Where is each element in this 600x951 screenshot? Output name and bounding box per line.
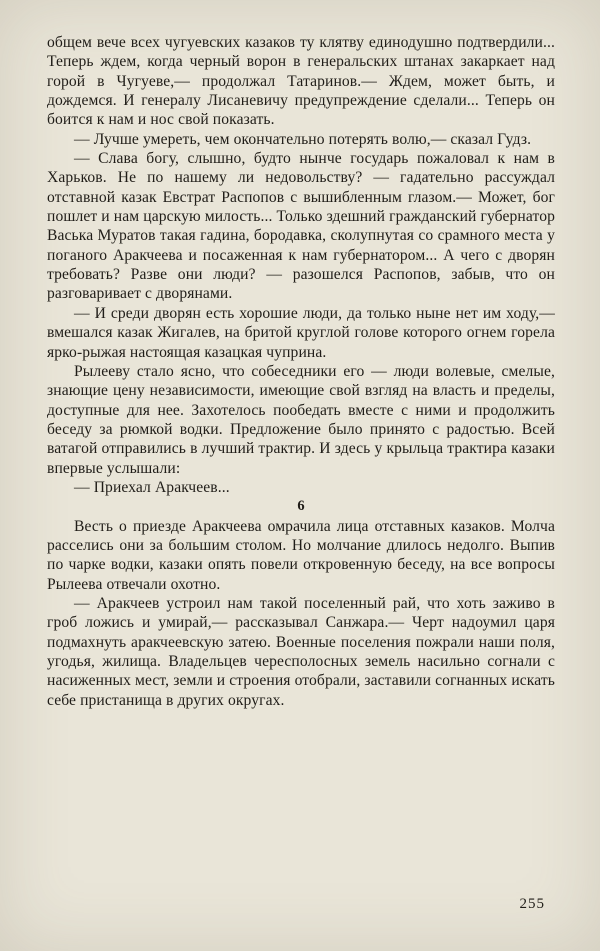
paragraph: — И среди дворян есть хорошие люди, да только ныне нет им ходу,— вмешался казак Жигалев, на бритой круглой голове которого огнем горела ярко-рыжая настоящая казацкая чуприна. xyxy=(47,304,555,361)
paragraph: общем вече всех чугуевских казаков ту клятву единодушно подтвердили... Теперь ждем, когда черный ворон в генеральских штанах закаркает над горой в Чугуеве,— продолжал Татаринов.— Ждем, может быть, и дождемся. И генералу Лисаневичу предупреждение сделали... Теперь он боится к нам и нос свой показать. xyxy=(47,34,555,129)
text-block xyxy=(47,33,555,710)
paragraph: — Аракчеев устроил нам такой поселенный рай, что хоть заживо в гроб ложись и умирай,— рассказывал Санжара.— Черт надоумил царя подмахнуть аракчеевскую затею. Военные поселения пожрали наши поля, угодья, жилища. Владельцев чересполосных земель насильно согнали с насиженных мест, земли и строения отобрали, заставили согнанных искать себе пристанища в других округах. xyxy=(47,594,555,709)
paragraph: Весть о приезде Аракчеева омрачила лица отставных казаков. Молча расселись они за большим столом. Но молчание длилось недолго. Выпив по чарке водки, казаки опять повели откровенную беседу, на все вопросы Рылеева отвечали охотно. xyxy=(47,517,555,593)
paragraph: — Приехал Аракчеев... xyxy=(74,478,230,496)
paragraph: Рылееву стало ясно, что собеседники его — люди волевые, смелые, знающие цену независимости, имеющие свой взгляд на власть и пределы, доступные для нее. Захотелось пообедать вместе с ними и продолжить беседу за рюмкой водки. Предложение было принято с радостью. Всей ватагой отправились в лучший трактир. И здесь у крыльца трактира казаки впервые услышали: xyxy=(47,362,555,477)
section-number: 6 xyxy=(297,498,305,515)
paragraph: — Слава богу, слышно, будто нынче государь пожаловал к нам в Харьков. Не по нашему ли недовольству? — гадательно рассуждал отставной казак Евстрат Распопов с вышибленным глазом.— Может, бог пошлет и нам царскую милость... Только здешний гражданский губернатор Васька Муратов такая гадина, бородавка, сколупнутая со срамного места у поганого Аракчеева и посаженная к нам губернатором... А чего с дворян требовать? Разве они люди? — разошелся Распопов, забыв, что он разговаривает с дворянами. xyxy=(47,150,555,303)
paragraph: — Лучше умереть, чем окончательно потерять волю,— сказал Гудз. xyxy=(74,130,532,148)
page-number: 255 xyxy=(519,896,545,912)
